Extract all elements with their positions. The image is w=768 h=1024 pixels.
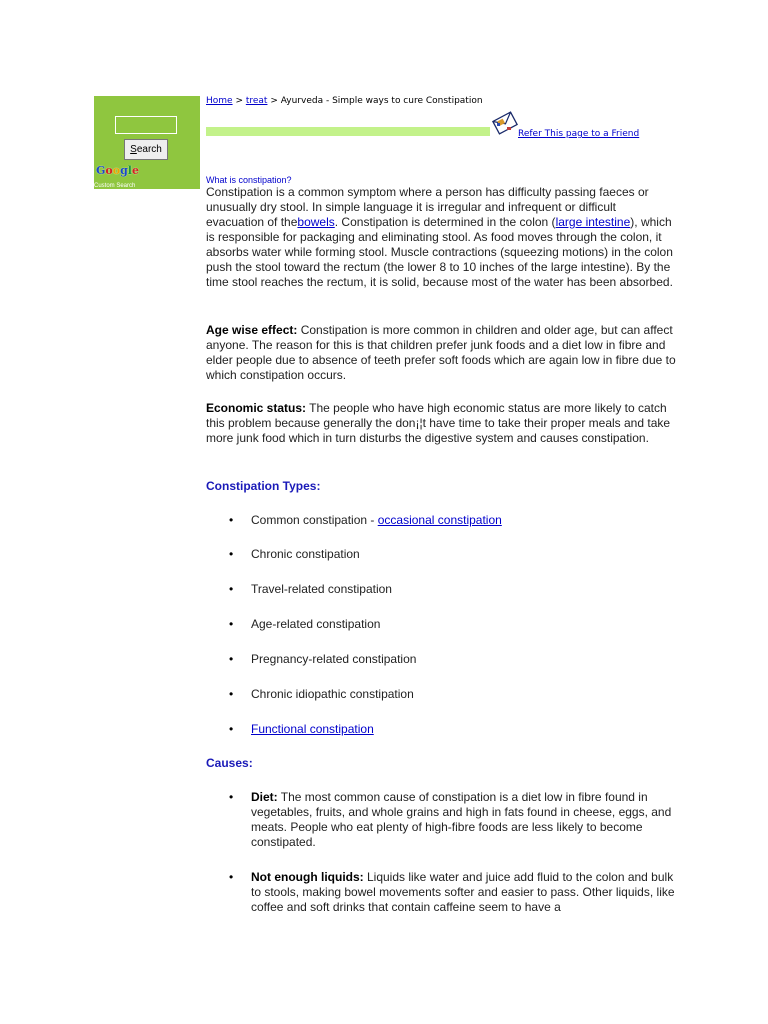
breadcrumb-treat-link[interactable]: treat [245, 96, 268, 106]
list-bullet: • [229, 870, 234, 884]
economic-paragraph [206, 401, 676, 446]
causes-heading: Causes: [206, 756, 253, 770]
list-bullet: • [229, 652, 234, 666]
green-divider-bar [206, 127, 490, 136]
list-bullet: • [229, 513, 234, 527]
intro-text-3: ), which is responsible for packaging and eliminating stool. As food moves through the colon, it absorbs water while forming stool. Muscle contractions (squeezing motions) in the colon push the stool toward the rectum (the lower 8 to 10 inches of the large intestine). By the time stool reaches the rectum, it is solid, because most of the water has been absorbed. [206, 215, 673, 289]
search-button[interactable] [124, 139, 168, 160]
list-bullet: • [229, 722, 234, 736]
list-bullet: • [229, 790, 234, 804]
liquids-text: Liquids like water and juice add fluid to the colon and bulk to stools, making bowel movements softer and easier to pass. Other liquids, like coffee and soft drinks that contain caffeine seem to have a [251, 870, 675, 914]
breadcrumb [206, 96, 483, 106]
list-item [251, 790, 681, 850]
list-item: Age-related constipation [251, 617, 381, 631]
intro-text-1: Constipation is a common symptom where a person has difficulty passing faeces or unusually dry stool. In simple language it is irregular and infrequent or difficult evacuation of the [206, 185, 649, 229]
breadcrumb-separator: > [232, 96, 246, 106]
type-item-1-prefix: Common constipation - [251, 513, 378, 527]
economic-label: Economic status: [206, 401, 307, 415]
list-item [251, 870, 681, 915]
bowels-link[interactable]: bowels [297, 215, 335, 229]
search-input[interactable] [115, 116, 177, 134]
list-bullet: • [229, 547, 234, 561]
search-button-underlined: S [130, 144, 137, 155]
refer-friend-link[interactable]: Refer This page to a Friend [518, 129, 640, 139]
list-item: Pregnancy-related constipation [251, 652, 417, 666]
types-heading: Constipation Types: [206, 479, 321, 493]
google-custom-search-label: Custom Search [94, 183, 136, 189]
intro-text-2: . Constipation is determined in the colon ( [334, 215, 556, 229]
occasional-constipation-link[interactable]: occasional constipation [377, 513, 502, 527]
list-bullet: • [229, 582, 234, 596]
envelope-icon[interactable] [491, 109, 519, 137]
large-intestine-link[interactable]: large intestine [555, 215, 631, 229]
list-item: Chronic idiopathic constipation [251, 687, 414, 701]
list-bullet: • [229, 617, 234, 631]
breadcrumb-home-link[interactable]: Home [206, 96, 233, 106]
diet-text: The most common cause of constipation is a diet low in fibre found in vegetables, fruits, and whole grains and high in fats found in cheese, eggs, and meats. People who eat plenty of high-fibre foods are less likely to become constipated. [251, 790, 672, 849]
diet-label: Diet: [251, 790, 278, 804]
age-label: Age wise effect: [206, 323, 298, 337]
search-button-rest: earch [136, 144, 162, 155]
age-text: Constipation is more common in children and older age, but can affect anyone. The reason for this is that children prefer junk foods and a diet low in fibre and elder people due to absence of teeth prefer soft foods which are again low in fibre due to which constipation occurs. [206, 323, 676, 382]
list-item [251, 722, 681, 737]
list-bullet: • [229, 687, 234, 701]
list-item [251, 513, 681, 528]
list-item: Chronic constipation [251, 547, 360, 561]
section-subtitle: What is constipation? [206, 175, 292, 185]
economic-text: The people who have high economic status are more likely to catch this problem because generally the don¡¦t have time to take their proper meals and take more junk food which in turn disturbs the digestive system and causes constipation. [206, 401, 671, 445]
functional-constipation-link[interactable]: Functional constipation [251, 722, 374, 736]
age-paragraph [206, 323, 676, 383]
breadcrumb-separator: > [267, 96, 281, 106]
google-logo: Google [96, 164, 139, 177]
breadcrumb-current: Ayurveda - Simple ways to cure Constipation [280, 96, 483, 106]
intro-paragraph [206, 185, 676, 290]
list-item: Travel-related constipation [251, 582, 392, 596]
liquids-label: Not enough liquids: [251, 870, 364, 884]
